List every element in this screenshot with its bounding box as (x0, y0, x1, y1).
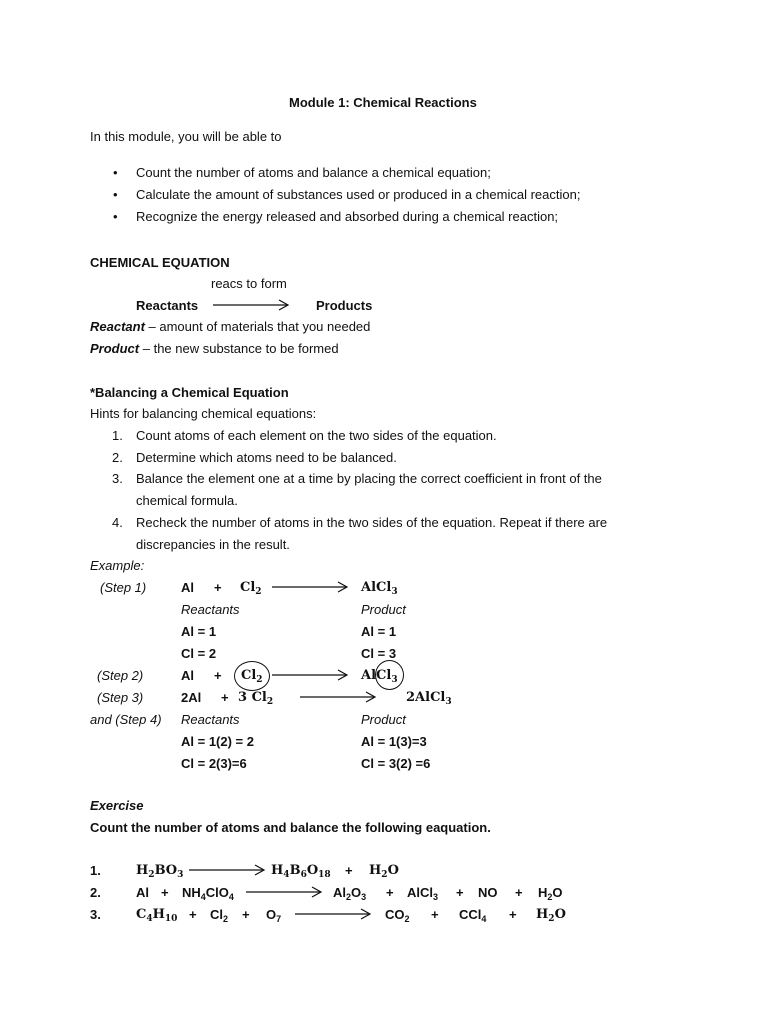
reaction-arrow (213, 299, 293, 311)
reaction-arrow (300, 691, 380, 703)
reactant-formula: $O_7$ (266, 907, 282, 924)
product-formula: $CO_2$ (385, 907, 410, 924)
reaction-arrow (189, 864, 269, 876)
plus-sign: + (386, 885, 394, 900)
plus-sign: + (161, 885, 169, 900)
arrow-label: reacs to form (211, 276, 287, 291)
step-4-label: and (Step 4) (90, 712, 162, 727)
bullet-marker: • (113, 187, 118, 202)
hint-number: 2. (112, 450, 123, 465)
reaction-arrow (272, 581, 352, 593)
reactant-formula: $NH_4ClO_4$ (182, 885, 234, 902)
plus-sign: + (345, 863, 353, 878)
hint-number: 4. (112, 515, 123, 530)
atom-count: Cl = 3 (361, 646, 397, 661)
aluminum-coefficient-formula: 2Al (181, 690, 202, 705)
plus-sign: + (431, 907, 439, 922)
product-formula: $H_2O$ (369, 863, 399, 880)
hint-text: Determine which atoms need to be balanced. (136, 450, 397, 465)
product-formula: $Al_2O_3$ (333, 885, 367, 902)
product-formula: AlCl$_3$ (407, 885, 439, 902)
plus-sign: + (509, 907, 517, 922)
product-label: Product (361, 602, 406, 617)
hint-text: Count atoms of each element on the two sides of the equation. (136, 428, 497, 443)
product-label: Product (361, 712, 406, 727)
product-definition: Product – the new substance to be formed (90, 341, 339, 356)
exercise-number: 2. (90, 885, 101, 900)
reactant-formula: $C_4H_{10}$ (136, 907, 178, 924)
bullet-marker: • (113, 209, 118, 224)
product-formula: CCl$_4$ (459, 907, 487, 924)
plus-sign: + (214, 580, 222, 595)
step-2-label: (Step 2) (97, 668, 144, 683)
page-title: Module 1: Chemical Reactions (289, 95, 477, 110)
exercise-number: 3. (90, 907, 101, 922)
reactant-formula: Al (136, 885, 149, 900)
reactant-formula: $H_2BO_3$ (136, 863, 184, 880)
hint-text: chemical formula. (136, 493, 238, 508)
products-label: Products (316, 298, 373, 313)
atom-count: Al = 1 (181, 624, 217, 639)
plus-sign: + (456, 885, 464, 900)
hint-text: discrepancies in the result. (136, 537, 290, 552)
bullet-marker: • (113, 165, 118, 180)
product-formula: $H_4B_6O_{18}$ (271, 863, 331, 880)
chlorine-formula: $Cl_2$ (240, 580, 262, 597)
atom-count: Cl = 2(3)=6 (181, 756, 247, 771)
reactants-label: Reactants (136, 298, 199, 313)
atom-count: Al = 1 (361, 624, 397, 639)
chlorine-coefficient-formula: 3 $Cl_2$ (238, 690, 274, 707)
reactants-label: Reactants (181, 602, 240, 617)
section-heading-balancing: *Balancing a Chemical Equation (90, 385, 289, 400)
aluminum-chloride-formula: AlCl$_3$ (361, 580, 398, 597)
step-3-label: (Step 3) (97, 690, 144, 705)
reactants-label: Reactants (181, 712, 240, 727)
hint-number: 3. (112, 471, 123, 486)
example-label: Example: (90, 558, 145, 573)
aluminum-chloride-coefficient-formula: 2AlCl$_3$ (406, 690, 452, 707)
exercise-instruction: Count the number of atoms and balance the following eaquation. (90, 820, 491, 835)
hints-intro: Hints for balancing chemical equations: (90, 406, 317, 421)
chlorine-formula: $Cl_2$ (241, 668, 263, 685)
product-formula: $H_2O$ (536, 907, 566, 924)
product-formula: NO (478, 885, 498, 900)
aluminum-chloride-formula: AlCl$_3$ (361, 668, 398, 685)
plus-sign: + (189, 907, 197, 922)
hint-text: Balance the element one at a time by placing the correct coefficient in front of the (136, 471, 602, 486)
exercise-label: Exercise (90, 798, 144, 813)
reaction-arrow (272, 669, 352, 681)
product-formula: $H_2O$ (538, 885, 563, 902)
objective-item: Calculate the amount of substances used or produced in a chemical reaction; (136, 187, 581, 202)
atom-count: Cl = 3(2) =6 (361, 756, 431, 771)
reaction-arrow (246, 886, 326, 898)
hint-text: Recheck the number of atoms in the two sides of the equation. Repeat if there are (136, 515, 608, 530)
highlight-circle (375, 660, 404, 690)
reaction-arrow (295, 908, 375, 920)
plus-sign: + (221, 690, 229, 705)
reactant-definition: Reactant – amount of materials that you needed (90, 319, 371, 334)
hint-number: 1. (112, 428, 123, 443)
objective-item: Count the number of atoms and balance a chemical equation; (136, 165, 491, 180)
objective-item: Recognize the energy released and absorbed during a chemical reaction; (136, 209, 559, 224)
step-1-label: (Step 1) (100, 580, 147, 595)
aluminum-formula: Al (181, 580, 194, 595)
aluminum-formula: Al (181, 668, 194, 683)
atom-count: Cl = 2 (181, 646, 217, 661)
highlight-circle (234, 661, 270, 691)
plus-sign: + (242, 907, 250, 922)
intro-text: In this module, you will be able to (90, 129, 282, 144)
atom-count: Al = 1(3)=3 (361, 734, 427, 749)
reactant-formula: $Cl_2$ (210, 907, 229, 924)
plus-sign: + (515, 885, 523, 900)
plus-sign: + (214, 668, 222, 683)
section-heading-chemical-equation: CHEMICAL EQUATION (90, 255, 230, 270)
atom-count: Al = 1(2) = 2 (181, 734, 254, 749)
exercise-number: 1. (90, 863, 101, 878)
